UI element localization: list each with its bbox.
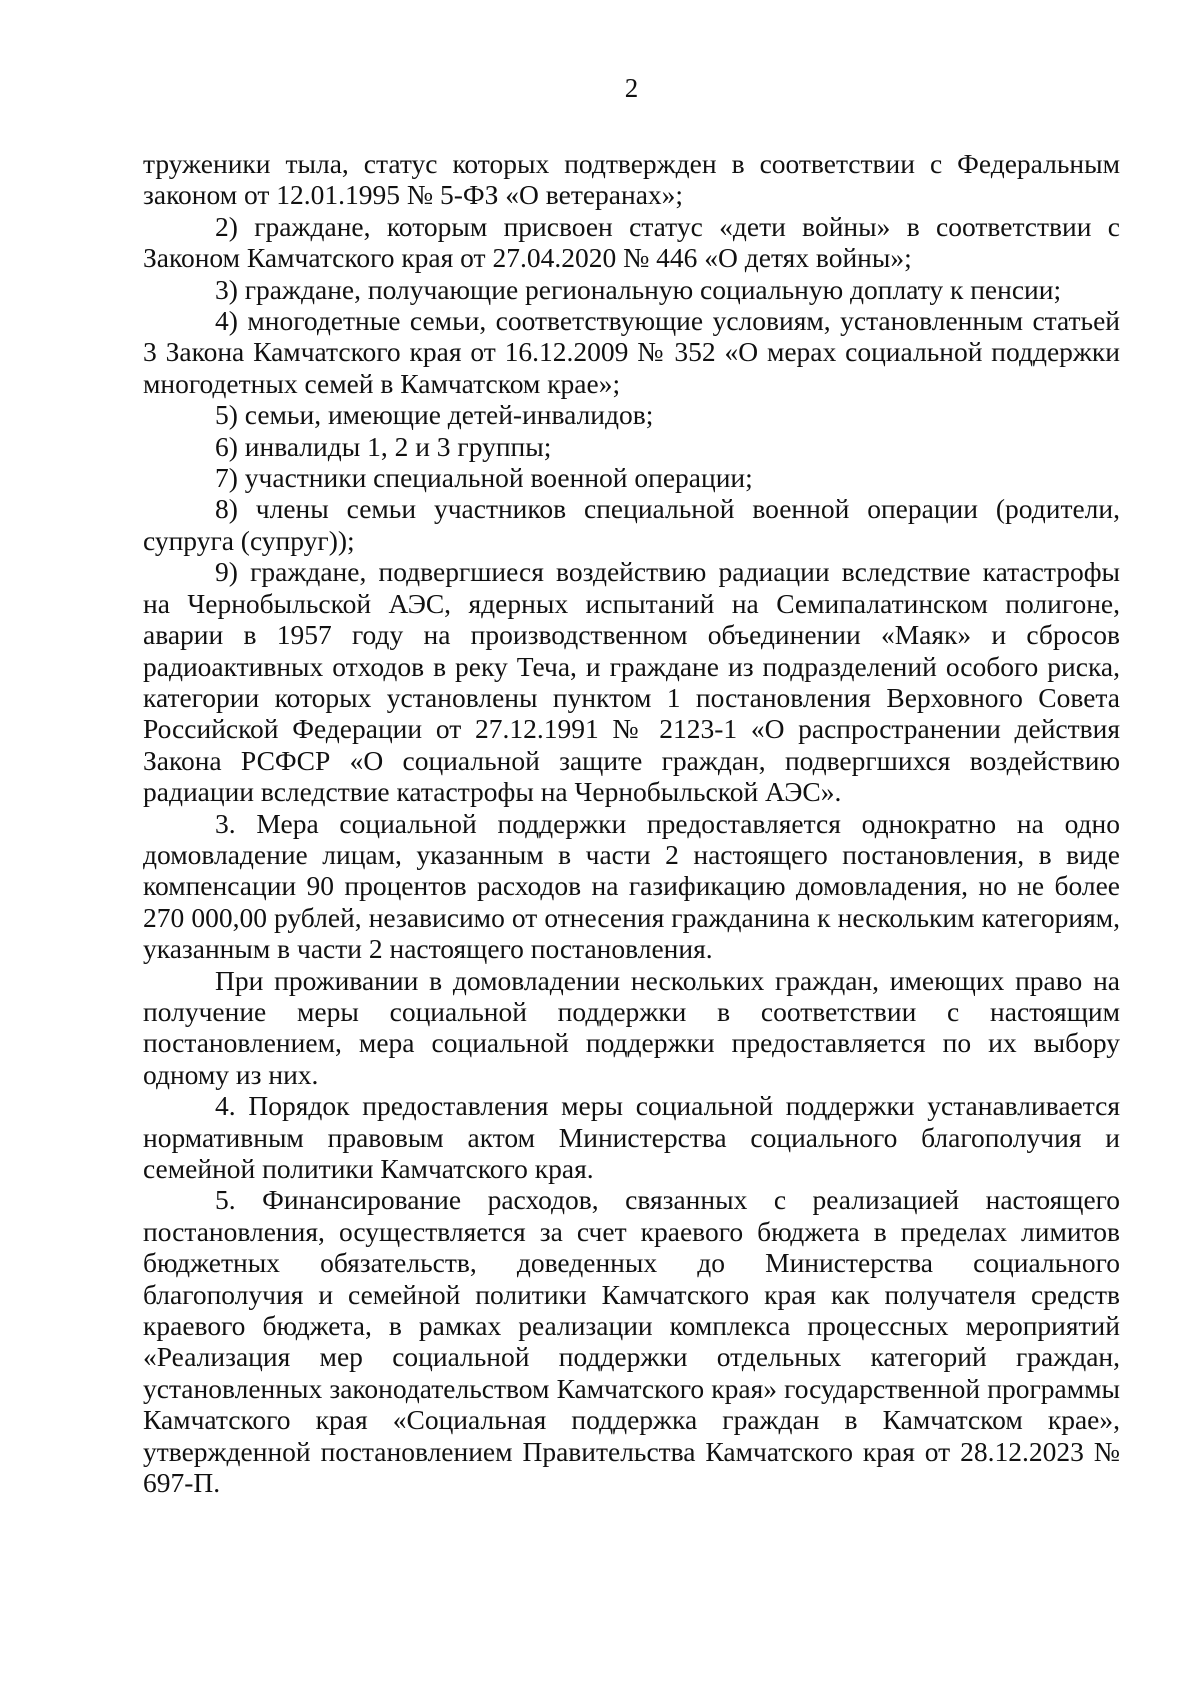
paragraph-item-2-children-of-war: 2) граждане, которым присвоен статус «дети войны» в соответствии с Законом Камчатского края от 27.04.2020 № 446 «О детях войны»; [143, 210, 1120, 274]
page-number: 2 [624, 73, 639, 103]
document-body [143, 148, 1120, 1498]
paragraph-part-4-procedure: 4. Порядок предоставления меры социальной поддержки устанавливается нормативным правовым актом Министерства социального благополучия и семейной политики Камчатского края. [143, 1090, 1120, 1184]
paragraph-item-8-svo-family: 8) члены семьи участников специальной военной операции (родители, супруга (супруг)); [143, 493, 1120, 556]
paragraph-item-4-large-families: 4) многодетные семьи, соответствующие условиям, установленным статьей 3 Закона Камчатского края от 16.12.2009 № 352 «О мерах социальной поддержки многодетных семей в Камчатском крае»; [143, 305, 1120, 399]
paragraph-item-5-disabled-children: 5) семьи, имеющие детей-инвалидов; [215, 399, 654, 431]
paragraph-item-3-pension-supplement: 3) граждане, получающие региональную социальную доплату к пенсии; [215, 273, 1062, 305]
paragraph-item-7-svo-participants: 7) участники специальной военной операции; [215, 462, 753, 494]
paragraph-part-5-financing: 5. Финансирование расходов, связанных с реализацией настоящего постановления, осуществляется за счет краевого бюджета в пределах лимитов бюджетных обязательств, доведенных до Министерства социального благополучия и семейной политики Камчатского края как получателя средств краевого бюджета, в рамках реализации комплекса процессных мероприятий «Реализация мер социальной поддержки отдельных категорий граждан, установленных законодательством Камчатского края» государственной программы Камчатского края «Социальная поддержка граждан в Камчатском крае», утвержденной постановлением Правительства Камчатского края от 28.12.2023 № 697-П. [143, 1184, 1120, 1499]
paragraph-item-9-radiation: 9) граждане, подвергшиеся воздействию радиации вследствие катастрофы на Чернобыльской АЭС, ядерных испытаний на Семипалатинском полигоне, аварии в 1957 году на производственном объединении «Маяк» и сбросов радиоактивных отходов в реку Теча, и граждане из подразделений особого риска, категории которых установлены пунктом 1 постановления Верховного Совета Российской Федерации от 27.12.1991 № 2123-1 «О распространении действия Закона РСФСР «О социальной защите граждан, подвергшихся воздействию радиации вследствие катастрофы на Чернобыльской АЭС». [143, 556, 1120, 808]
paragraph-continuation-veterans: труженики тыла, статус которых подтвержден в соответствии с Федеральным законом от 12.01.1995 № 5-ФЗ «О ветеранах»; [143, 148, 1120, 211]
paragraph-item-6-disabled-groups: 6) инвалиды 1, 2 и 3 группы; [215, 430, 552, 462]
paragraph-part-3-support-measure: 3. Мера социальной поддержки предоставляется однократно на одно домовладение лицам, указанным в части 2 настоящего постановления, в виде компенсации 90 процентов расходов на газификацию домовладения, но не более 270 000,00 рублей, независимо от отнесения гражданина к нескольким категориям, указанным в части 2 настоящего постановления. [143, 807, 1120, 965]
paragraph-multiple-residents: При проживании в домовладении нескольких граждан, имеющих право на получение меры социальной поддержки в соответствии с настоящим постановлением, мера социальной поддержки предоставляется по их выбору одному из них. [143, 964, 1120, 1090]
